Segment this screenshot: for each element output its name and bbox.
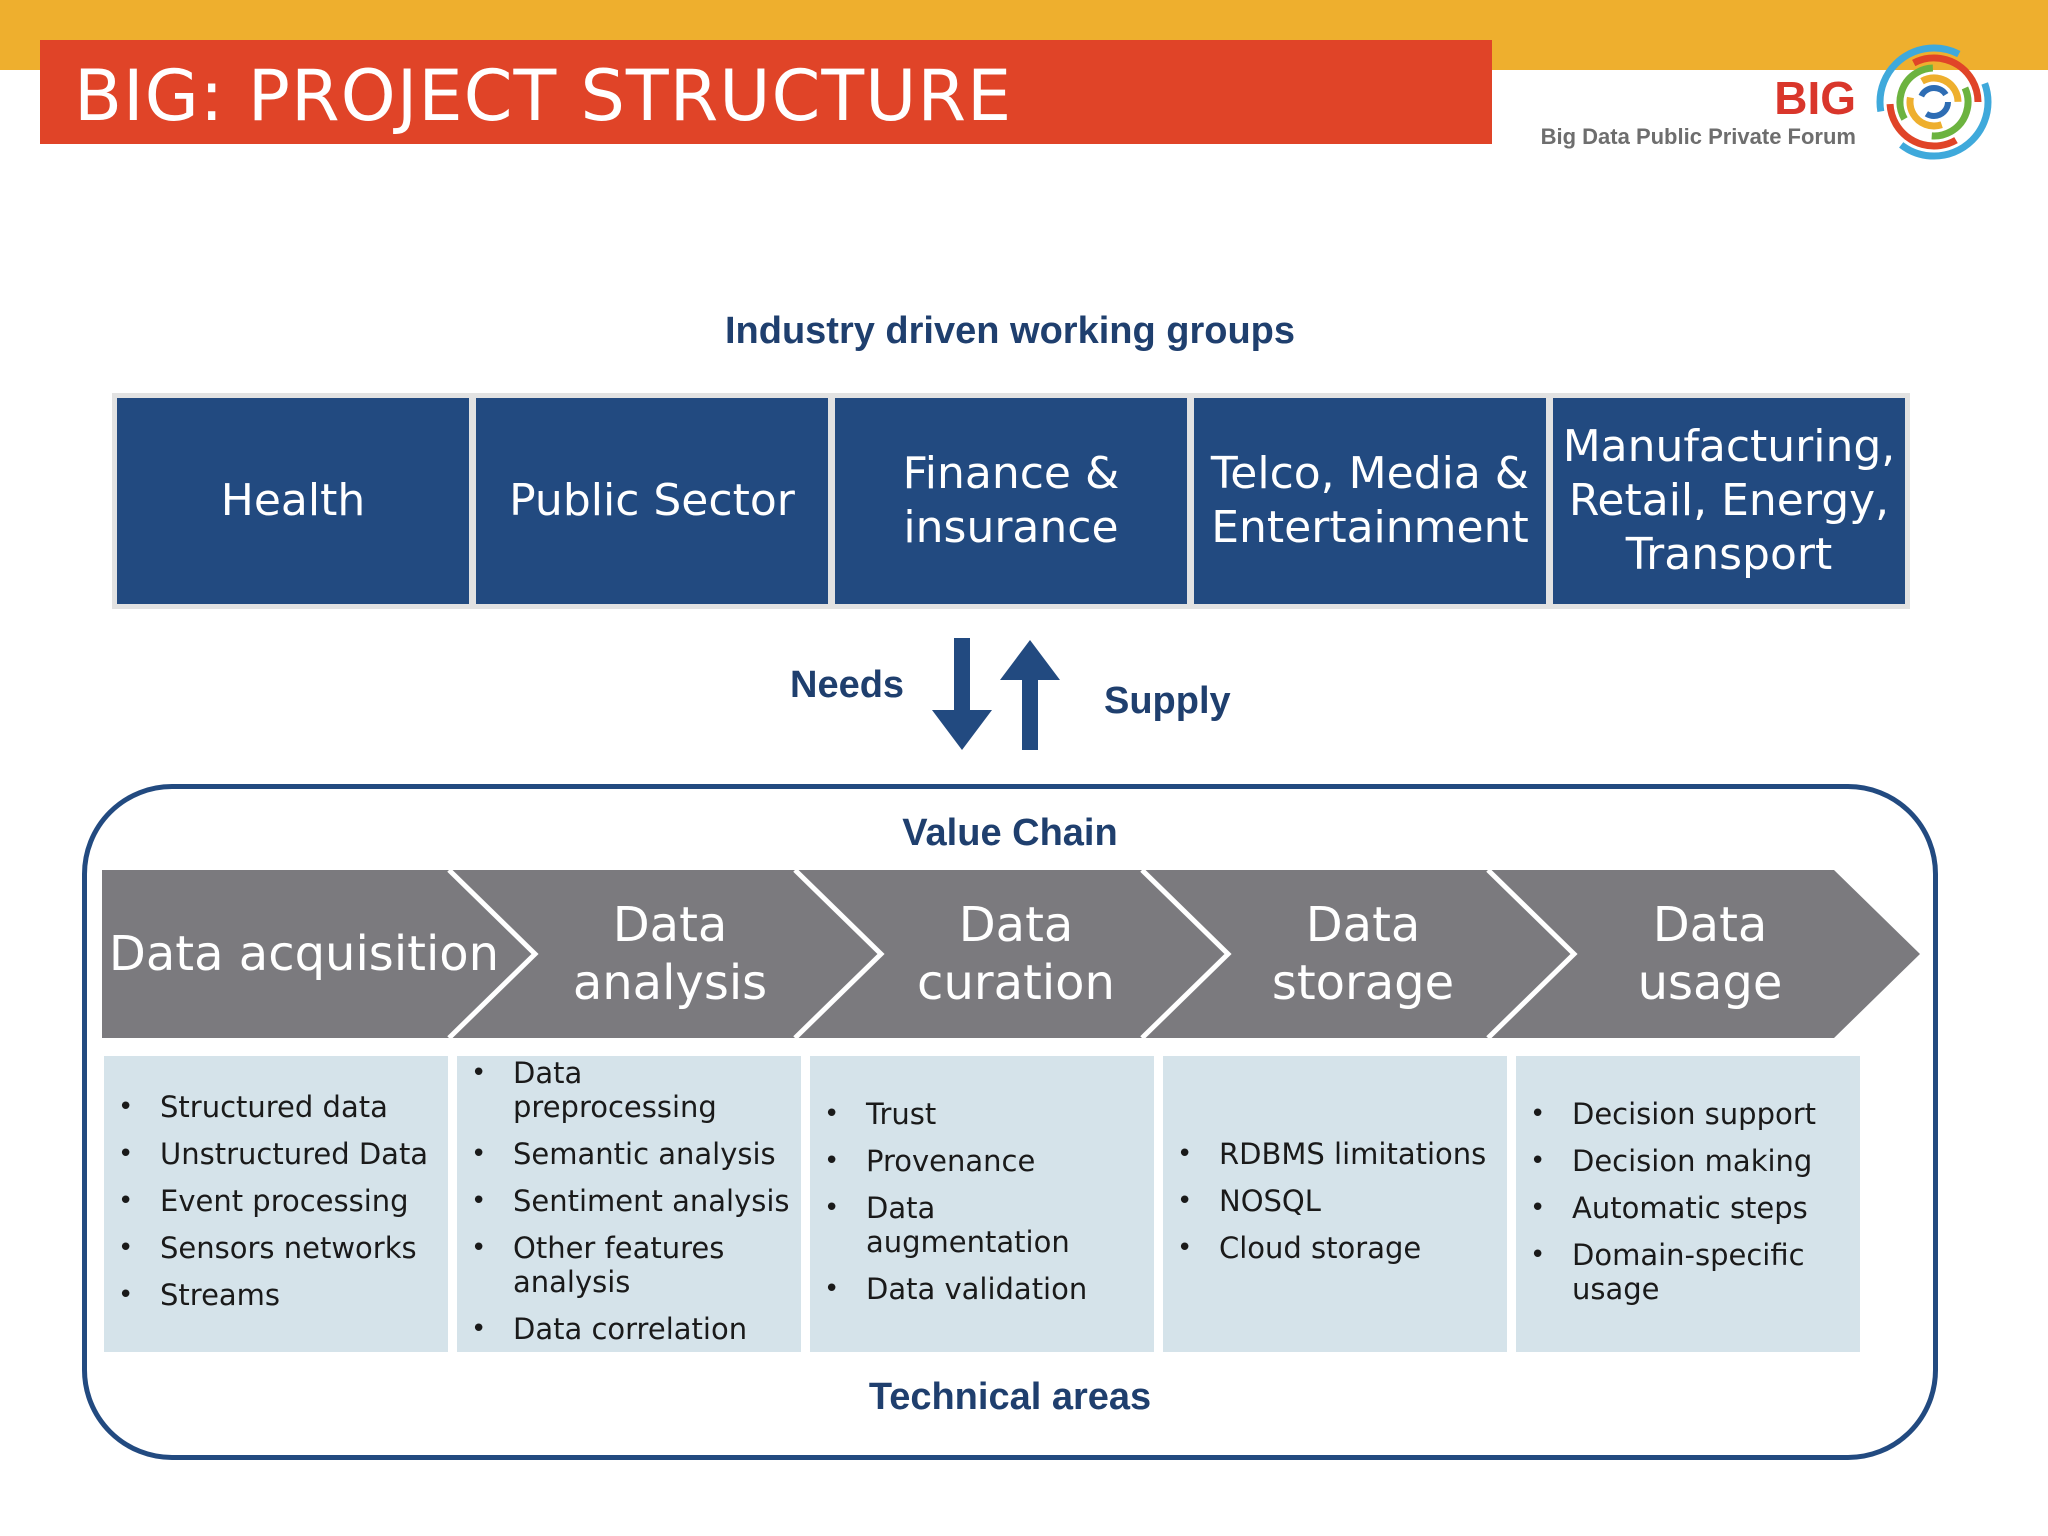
group-label: Manufacturing, Retail, Energy, Transport <box>1562 421 1896 580</box>
list-item: • Decision making <box>1528 1144 1852 1178</box>
list-item: • Streams <box>116 1278 440 1312</box>
group-label: Finance & insurance <box>902 448 1120 553</box>
list-item: • Automatic steps <box>1528 1191 1852 1225</box>
stage-label-storage: Data storage <box>1271 897 1455 1011</box>
group-label: Public Sector <box>509 475 795 526</box>
list-item: • Sensors networks <box>116 1231 440 1265</box>
group-label: Telco, Media & Entertainment <box>1210 448 1530 553</box>
list-item: • Data augmentation <box>822 1191 1146 1259</box>
list-item: • NOSQL <box>1175 1184 1499 1218</box>
list-item: • Structured data <box>116 1090 440 1124</box>
supply-label: Supply <box>1104 680 1231 722</box>
list-item: • RDBMS limitations <box>1175 1137 1499 1171</box>
logo-name: BIG <box>1774 72 1856 124</box>
list-item: • Semantic analysis <box>469 1137 793 1171</box>
value-chain-heading: Value Chain <box>902 812 1118 854</box>
list-item: • Provenance <box>822 1144 1146 1178</box>
list-item: • Data correlation <box>469 1312 793 1346</box>
list-item: • Decision support <box>1528 1097 1852 1131</box>
industry-heading: Industry driven working groups <box>724 310 1296 352</box>
list-item: • Domain-specific usage <box>1528 1238 1852 1306</box>
list-item: • Event processing <box>116 1184 440 1218</box>
list-item: • Data validation <box>822 1272 1146 1306</box>
technical-areas-heading: Technical areas <box>868 1376 1152 1418</box>
list-item: • Sentiment analysis <box>469 1184 793 1218</box>
list-item: • Cloud storage <box>1175 1231 1499 1265</box>
list-item: • Trust <box>822 1097 1146 1131</box>
stage-label-analysis: Data analysis <box>572 897 768 1011</box>
list-item: • Unstructured Data <box>116 1137 440 1171</box>
needs-label: Needs <box>790 664 905 706</box>
slide-title: BIG: PROJECT STRUCTURE <box>74 55 1013 137</box>
stage-label-usage: Data usage <box>1637 897 1783 1011</box>
area-data-analysis <box>457 1056 801 1352</box>
stage-label-acquisition: Data acquisition <box>108 926 500 982</box>
list-item: • Data preprocessing <box>469 1056 793 1124</box>
logo-subtitle: Big Data Public Private Forum <box>1540 124 1856 149</box>
list-item: • Other features analysis <box>469 1231 793 1299</box>
area-data-acquisition <box>104 1056 448 1352</box>
area-data-curation <box>810 1056 1154 1352</box>
stage-label-curation: Data curation <box>917 897 1115 1011</box>
group-label: Health <box>220 475 366 526</box>
area-data-usage <box>1516 1056 1860 1352</box>
area-data-storage <box>1163 1056 1507 1352</box>
